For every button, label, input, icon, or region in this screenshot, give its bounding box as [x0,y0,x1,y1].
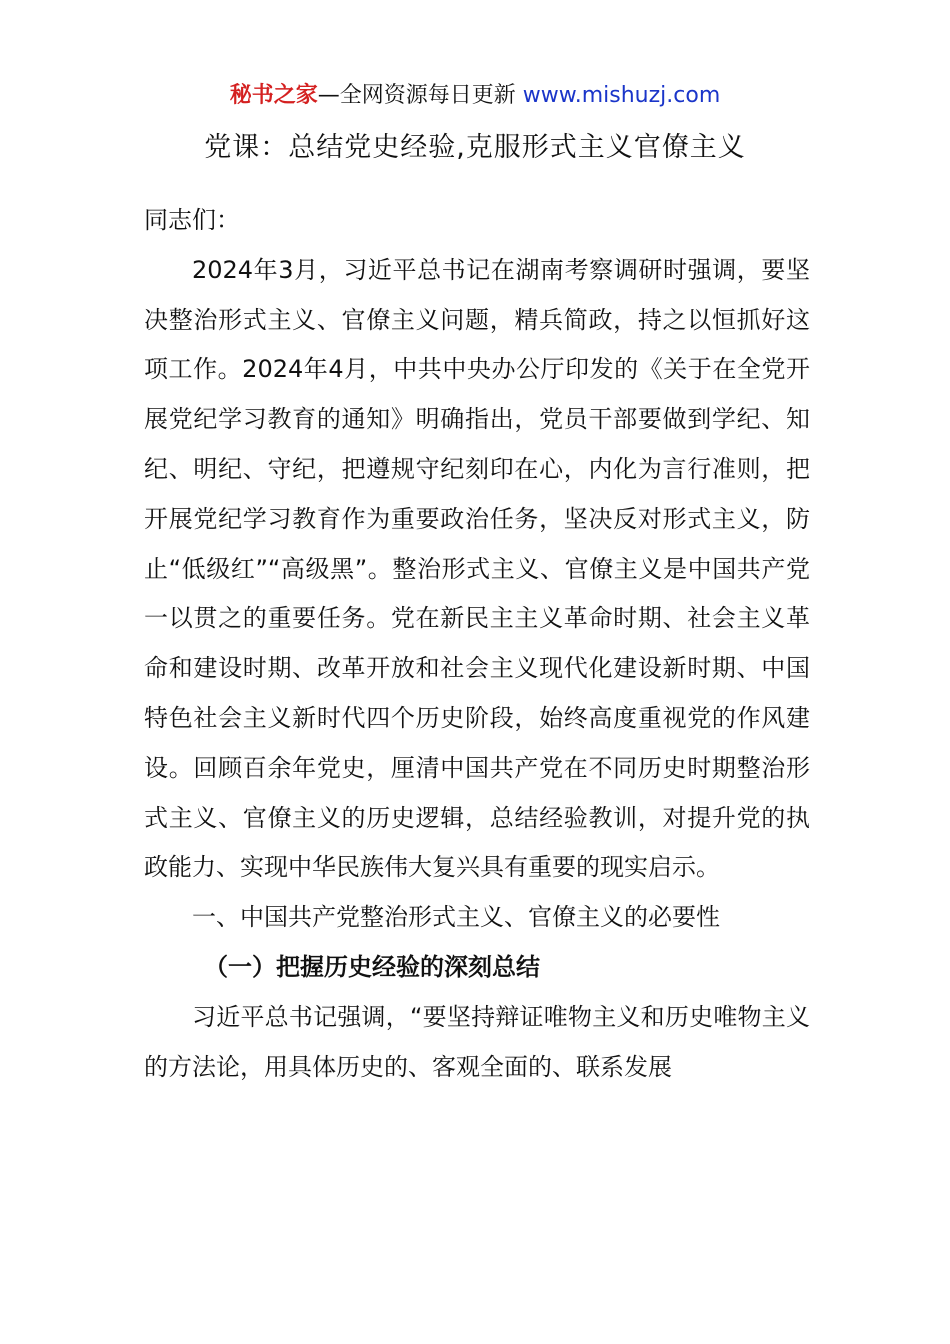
document-body [144,196,810,1092]
site-slogan: —全网资源每日更新 [317,83,523,108]
website-link[interactable]: www.mishuzj.com [522,83,721,108]
document-title: 党课：总结党史经验,克服形式主义官僚主义 [204,132,746,163]
brand-name: 秘书之家 [229,83,318,108]
site-header [0,80,950,112]
subsection-heading: （一）把握历史经验的深刻总结 [204,952,540,981]
salutation: 同志们： [144,206,240,234]
paragraph: 2024年3月，习近平总书记在湖南考察调研时强调，要坚决整治形式主义、官僚主义问题，精兵简政，持之以恒抓好这项工作。2024年4月，中共中央办公厅印发的《关于在全党开展党纪学习教育的通知》明确指出，党员干部要做到学纪、知纪、明纪、守纪，把遵规守纪刻印在心，内化为言行准则，把开展党纪学习教育作为重要政治任务，坚决反对形式主义，防止“低级红”“高级黑”。整治形式主义、官僚主义是中国共产党一以贯之的重要任务。党在新民主主义革命时期、社会主义革命和建设时期、改革开放和社会主义现代化建设新时期、中国特色社会主义新时代四个历史阶段，始终高度重视党的作风建设。回顾百余年党史，厘清中国共产党在不同历史时期整治形式主义、官僚主义的历史逻辑，总结经验教训，对提升党的执政能力、实现中华民族伟大复兴具有重要的现实启示。 [144,255,810,882]
section-heading: 一、中国共产党整治形式主义、官僚主义的必要性 [192,903,720,932]
paragraph: 习近平总书记强调，“要坚持辩证唯物主义和历史唯物主义的方法论，用具体历史的、客观全面的、联系发展 [144,1002,810,1081]
